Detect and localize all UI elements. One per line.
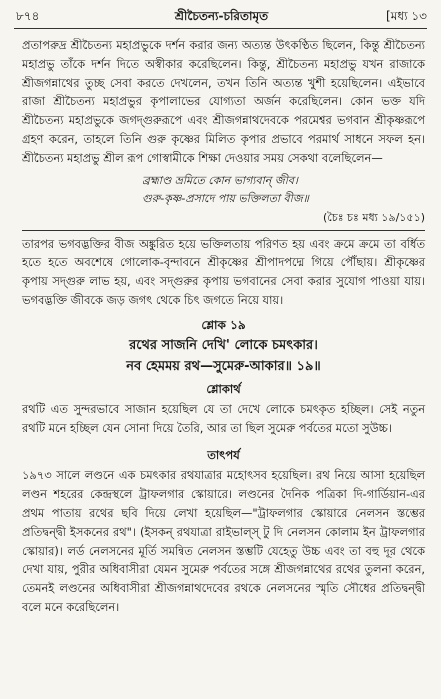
paragraph-continuation: তারপর ভগবদ্ভক্তির বীজ অঙ্কুরিত হয়ে ভক্তিলতায় পরিণত হয় এবং ক্রমে ক্রমে তা বর্ধিত হতে হতে অবশেষে গোলোক-বৃন্দাবনে শ্রীকৃষ্ণের শ্রীপাদপদ্মে গিয়ে পৌঁছায়। শ্রীকৃষ্ণের কৃপায় সদ্গুরু লাভ হয়, এবং সদ্গুরুর কৃপায় ভগবানের সেবা করার সুযোগ পাওয়া যায়। ভগবদ্ভক্তি জীবকে জড় জগৎ থেকে চিৎ জগতে নিয়ে যায়।: [22, 236, 425, 307]
verse-reference: (চৈঃ চঃ মধ্য ১৯/১৫১): [323, 210, 425, 224]
purport-text: ১৯৭৩ সালে লণ্ডনে এক চমৎকার রথযাত্রার মহোৎসব হয়েছিল। রথ নিয়ে আসা হয়েছিল লণ্ডন শহরের কেন্দ্রস্থলে ট্রাফলগার স্কোয়ারে। লণ্ডনের দৈনিক পত্রিকা দি-গার্ডিয়ান-এর প্রথম পাতায় রথের ছবি দিয়ে লেখা হয়েছিল—"ট্রাফলগার স্কোয়ারে নেলসন স্তম্ভের প্রতিদ্বন্দ্বী ইসকনের রথ"। (ইসকন্ রথযাত্রা রাইভাল্স্ টু দি নেলসন কোলাম ইন ট্রাফলগার স্কোয়ার)। লর্ড নেলসনের মূর্তি সমন্বিত নেলসন স্তম্ভটি যেহেতু উচ্চ এবং তা বহু দূর থেকে দেখা যায়, পুরীর অধিবাসীরা যেমন সুমেরু পর্বতের সঙ্গে শ্রীজগন্নাথের রথের তুলনা করেন, তেমনই লণ্ডনের অধিবাসীরা শ্রীজগন্নাথদেবের রথকে নেলসনের স্মৃতি সৌধের প্রতিদ্বন্দ্বী বলে মনে করেছিলেন।: [22, 468, 425, 614]
shloka-line-2: নব হেমময় রথ—সুমেরু-আকার॥ ১৯॥: [126, 358, 321, 374]
translation-heading: শ্লোকার্থ: [206, 381, 241, 396]
page-body: [22, 36, 425, 617]
quoted-verse: [142, 172, 425, 208]
book-title: শ্রীচৈতন্য-চরিতামৃত: [174, 9, 269, 23]
verse-line-2: গুরু-কৃষ্ণ-প্রসাদে পায় ভক্তিলতা বীজ॥: [142, 191, 309, 205]
header-rule: [14, 28, 427, 29]
translation-text: রথটি এত সুন্দরভাবে সাজান হয়েছিল যে তা দেখে লোকে চমৎকৃত হচ্ছিল। সেই নতুন রথটি মনে হচ্ছিল যেন সোনা দিয়ে তৈরি, আর তা ছিল সুমেরু পর্বতের মতো সুউচ্চ।: [22, 401, 425, 435]
page-header: [16, 8, 427, 26]
purport-heading: তাৎপর্য: [207, 448, 240, 463]
page-number: ৮৭৪: [16, 9, 40, 23]
section-divider: [22, 230, 425, 231]
chapter-label: [মধ্য ১৩: [386, 9, 427, 23]
paragraph-intro: প্রতাপরুদ্র শ্রীচৈতন্য মহাপ্রভুকে দর্শন করার জন্য অত্যন্ত উৎকণ্ঠিত ছিলেন, কিন্তু শ্রীচৈতন্য মহাপ্রভু তাঁকে দর্শন দিতে অস্বীকার করেছিলেন। কিন্তু, শ্রীচৈতন্য মহাপ্রভু যখন রাজাকে শ্রীজগন্নাথের তুচ্ছ সেবা করতে দেখলেন, তখন তিনি অত্যন্ত খুশী হয়েছিলেন। এইভাবে রাজা শ্রীচৈতন্য মহাপ্রভুর কৃপালাভের যোগ্যতা অর্জন করেছিলেন। কোন ভক্ত যদি শ্রীচৈতন্য মহাপ্রভুকে জগদ্গুরুরূপে এবং শ্রীজগন্নাথদেবকে পরমেশ্বর ভগবান শ্রীকৃষ্ণরূপে গ্রহণ করেন, তাহলে তিনি গুরু কৃষ্ণের মিলিত কৃপার প্রভাবে পরমার্থ সাধনে সফল হন। শ্রীচৈতন্য মহাপ্রভু শ্রীল রূপ গোস্বামীকে শিক্ষা দেওয়ার সময় সেকথা বলেছিলেন—: [22, 38, 425, 165]
verse-line-1: ব্রহ্মাণ্ড ভ্রমিতে কোন ভাগ্যবান্ জীব।: [142, 173, 298, 187]
shloka-heading: শ্লোক ১৯: [201, 317, 246, 332]
shloka-line-1: রথের সাজনি দেখি' লোকে চমৎকার।: [129, 337, 318, 353]
